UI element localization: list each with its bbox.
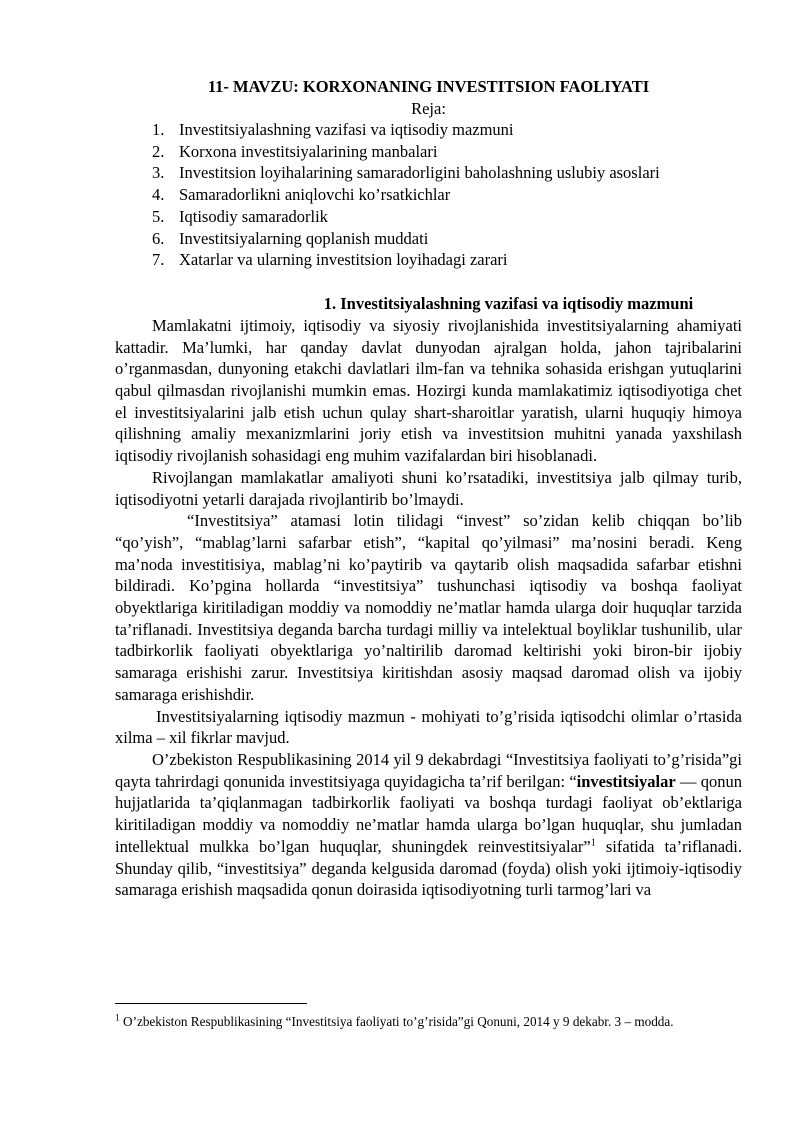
body-paragraph	[115, 749, 742, 901]
plan-list	[115, 119, 742, 271]
plan-item	[115, 162, 742, 184]
plan-item-number: 1.	[152, 120, 165, 139]
body-paragraph: Investitsiyalarning iqtisodiy mazmun - mohiyati to’g’risida iqtisodchi olimlar o’rtasida xilma – xil fikrlar mavjud.	[115, 706, 742, 748]
footnote-reference[interactable]: 1	[590, 837, 596, 849]
paragraph-text: sifatida ta’riflanadi. Shunday qilib, “investitsiya” deganda kelgusida daromad (foyda) olish yoki ijtimoiy-iqtisodiy samaraga erishish maqsadida qonun doirasida iqtisodiyotning turli tarmog’lari va	[115, 836, 742, 900]
plan-item-text: Iqtisodiy samaradorlik	[179, 206, 328, 226]
defined-term: investitsiyalar	[576, 771, 676, 791]
footnote-separator	[115, 1003, 307, 1004]
plan-item-text: Korxona investitsiyalarining manbalari	[179, 141, 438, 161]
plan-item	[115, 184, 742, 206]
body-paragraph: Mamlakatni ijtimoiy, iqtisodiy va siyosiy rivojlanishida investitsiyalarning ahamiyati kattadir. Ma’lumki, har qanday davlat dunyodan ajralgan holda, jahon tajribalarini o’rganmasdan, dunyoning etakchi davlatlari ilm-fan va tehnika sohasida erishgan yutuqlarini qabul qilmasdan rivojlanishi mumkin emas. Hozirgi kunda mamlakatimiz iqtisodiyotiga chet el investitsiyalarini jalb etish uchun qulay shart-sharoitlar yaratish, ularni huquqiy himoya qilishning amaliy mexanizmlarini joriy etish va investitsion muhitni yanada yaxshilash iqtisodiy rivojlanish sohasidagi eng muhim vazifalardan biri hisoblanadi.	[115, 315, 742, 466]
plan-item-number: 7.	[152, 250, 165, 270]
section-heading: 1. Investitsiyalashning vazifasi va iqtisodiy mazmuni	[323, 293, 694, 313]
plan-item-text: Investitsiyalashning vazifasi va iqtisodiy mazmuni	[179, 120, 514, 139]
paragraph-text: O’zbekiston Respublikasining 2014 yil 9 dekabrdagi “Investitsiya faoliyati to’g’risida”gi qayta tahrirdagi qonunida investitsiyaga quyidagicha ta’rif berilgan: “	[115, 749, 742, 791]
plan-item-number: 2.	[152, 141, 165, 161]
plan-item-text: Xatarlar va ularning investitsion loyihadagi zarari	[179, 250, 508, 270]
plan-item-text: Investitsion loyihalarining samaradorligini baholashning uslubiy asoslari	[179, 163, 660, 183]
plan-item	[115, 119, 742, 141]
body-paragraph: “Investitsiya” atamasi lotin tilidagi “invest” so’zidan kelib chiqqan bo’lib “qo’yish”, “mablag’larni safarbar etish”, “kapital qo’yilmasi” ma’nosini beradi. Keng ma’noda investitisiya, mablag’ni ko’paytirib va qaytarib olish maqsadida safarbar etishni bildiradi. Ko’pgina hollarda “investitsiya” tushunchasi iqtisodiy va boshqa faoliyat obyektlariga kiritiladigan moddiy va nomoddiy ne’matlar hamda ularga doir huquqlar tarzida ta’riflanadi. Investitsiya deganda barcha turdagi milliy va intelektual boyliklar tushunilib, ular tadbirkorlik faoliyati obyektlariga yo’naltirilib daromad keltirishi yoki biron-bir ijobiy samaraga erishishi zarur. Investitsiya kiritishdan asosiy maqsad daromad olish va ijobiy samaraga erishishdir.	[115, 511, 742, 704]
document-page	[115, 76, 742, 901]
plan-item	[115, 228, 742, 250]
plan-item-number: 4.	[152, 185, 165, 205]
plan-item	[115, 249, 742, 271]
plan-item-text: Samaradorlikni aniqlovchi ko’rsatkichlar	[179, 185, 451, 205]
paragraph-text: — qonun hujjatlarida ta’qiqlanmagan tadbirkorlik faoliyati va boshqa turdagi faoliyat ob’ektlariga kiritiladigan moddiy va nomoddiy ne’matlar hamda ularga bo’lgan huquqlar, shu jumladan intellektual mulkka bo’lgan huquqlar, shuningdek reinvestitsiyalar”	[115, 771, 742, 856]
footnote-mark: 1	[115, 1013, 120, 1024]
plan-label: Reja:	[411, 99, 446, 118]
plan-item-text: Investitsiyalarning qoplanish muddati	[179, 228, 429, 248]
plan-item-number: 5.	[152, 206, 165, 226]
plan-item-number: 3.	[152, 163, 165, 183]
footnote	[115, 1012, 735, 1032]
footnote-text: O’zbekiston Respublikasining “Investitsiya faoliyati to’g’risida”gi Qonuni, 2014 y 9 dekabr. 3 – modda.	[119, 1014, 674, 1029]
page-title: 11- MAVZU: KORXONANING INVESTITSION FAOLIYATI	[207, 77, 650, 96]
plan-item	[115, 206, 742, 228]
plan-item-number: 6.	[152, 228, 165, 248]
body-paragraph: Rivojlangan mamlakatlar amaliyoti shuni ko’rsatadiki, investitsiya jalb qilmay turib, iqtisodiyotni yetarli darajada rivojlantirib bo’lmaydi.	[115, 467, 742, 509]
plan-item	[115, 141, 742, 163]
